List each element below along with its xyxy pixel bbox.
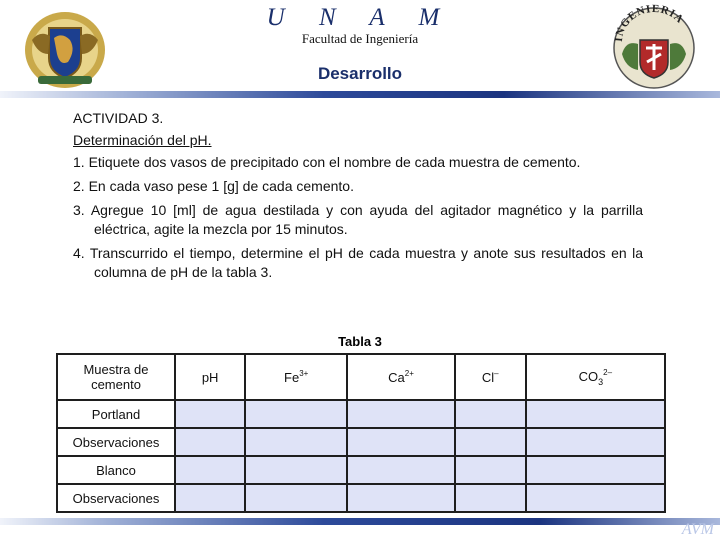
table-cell[interactable] (176, 401, 244, 427)
activity-heading: ACTIVIDAD 3. (73, 110, 164, 126)
ingenieria-logo-icon (612, 4, 696, 90)
table-cell[interactable] (176, 457, 244, 483)
table-cell[interactable] (527, 485, 664, 511)
table-cell[interactable] (527, 457, 664, 483)
row-label: Blanco (58, 457, 174, 483)
university-title: U N A M (266, 4, 454, 31)
table-cell[interactable] (527, 429, 664, 455)
step-4: 4. Transcurrido el tiempo, determine el pH de cada muestra y anote sus resultados en la columna de pH de la tabla 3. (73, 245, 643, 280)
results-table (56, 353, 666, 513)
table-cell[interactable] (348, 401, 454, 427)
row-label: Portland (58, 401, 174, 427)
slide-header (0, 0, 720, 92)
table-cell[interactable] (246, 401, 346, 427)
table-cell[interactable] (456, 457, 525, 483)
header-ph: pH (176, 355, 244, 399)
header-cl: Cl– (456, 355, 525, 399)
header-fe: $Fe^{3+}$ (246, 355, 346, 399)
header-divider (0, 91, 720, 98)
footer-divider (0, 518, 720, 525)
activity-content (73, 109, 643, 287)
table-row (58, 429, 664, 455)
table-cell[interactable] (456, 401, 525, 427)
table-cell[interactable] (246, 429, 346, 455)
table-row (58, 485, 664, 511)
faculty-subtitle: Facultad de Ingeniería (301, 31, 419, 46)
table-cell[interactable] (348, 457, 454, 483)
table-header-row (58, 355, 664, 399)
table-cell[interactable] (176, 485, 244, 511)
table-cell[interactable] (348, 485, 454, 511)
footer-watermark: AVM (681, 521, 714, 538)
header-sample: Muestra de cemento (58, 355, 174, 399)
table-cell[interactable] (176, 429, 244, 455)
ingenieria-seal-text: INGENIERIA (612, 4, 687, 43)
table-cell[interactable] (527, 401, 664, 427)
table-cell[interactable] (246, 457, 346, 483)
header-co3: $CO_3^{2-}$ (527, 355, 664, 399)
table-cell[interactable] (348, 429, 454, 455)
page-title: Desarrollo (317, 64, 403, 83)
row-label: Observaciones (58, 429, 174, 455)
table-cell[interactable] (456, 485, 525, 511)
row-label: Observaciones (58, 485, 174, 511)
table-cell[interactable] (246, 485, 346, 511)
table-caption: Tabla 3 (338, 334, 382, 349)
step-1: 1. Etiquete dos vasos de precipitado con el nombre de cada muestra de cemento. (73, 154, 581, 170)
step-3: 3. Agregue 10 [ml] de agua destilada y con ayuda del agitador magnético y la parrilla eléctrica, agite la mezcla por 15 minutos. (73, 202, 643, 237)
activity-subtitle: Determinación del pH. (73, 132, 212, 148)
table-row (58, 401, 664, 427)
step-2: 2. En cada vaso pese 1 [g] de cada cemento. (73, 178, 354, 194)
table-cell[interactable] (456, 429, 525, 455)
header-ca: $Ca^{2+}$ (348, 355, 454, 399)
table-row (58, 457, 664, 483)
